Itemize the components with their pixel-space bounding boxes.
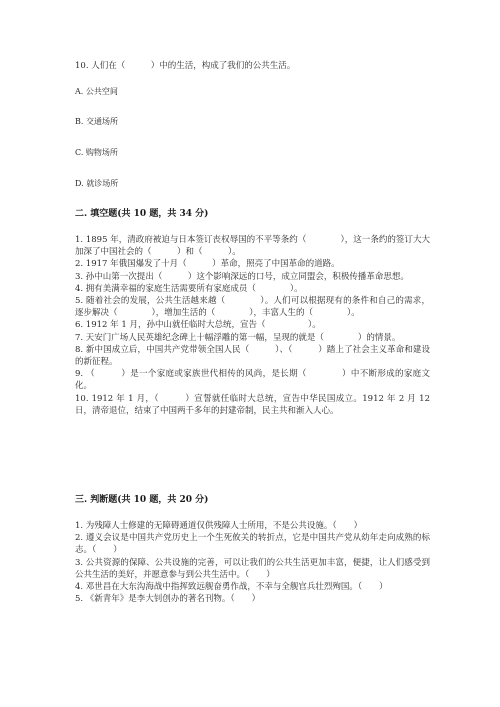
fill-blank-item: 3. 孙中山第一次提出（ ）这个影响深远的口号，成立同盟会，积极传播革命思想。: [75, 271, 409, 282]
fill-blank-item: 1. 1895 年，清政府被迫与日本签订丧权辱国的不平等条约（ ），这一条约的签订大大加深了中国社会的（ ）和（ ）。: [75, 235, 430, 258]
fill-blank-item: 10. 1912 年 1 月，（ ）宣誓就任临时大总统，宣告中华民国成立。1912 年 2 月 12 日，清帝退位，结束了中国两千多年的封建帝制，民主共和渐入人心。: [75, 393, 430, 416]
fill-blank-item: 2. 1917 年俄国爆发了十月（ ）革命，照亮了中国革命的道路。: [75, 259, 340, 270]
section-heading-true-false: 三. 判断题(共 10 题，共 20 分): [75, 495, 209, 505]
option-c: C. 购物场所: [75, 148, 118, 157]
option-b: B. 交通场所: [75, 117, 118, 126]
fill-blank-questions: [75, 234, 430, 417]
section-heading-fill-blank: 二. 填空题(共 10 题，共 34 分): [75, 209, 209, 219]
true-false-item: 1. 为残障人士修建的无障碍通道仅供残障人士所用，不是公共设施。（ ）: [75, 521, 363, 531]
fill-blank-item: 9. （ ）是一个家庭或家族世代相传的风尚，是长期（ ）中不断形成的家庭文化。: [75, 369, 430, 392]
true-false-item: 5. 《新青年》是李大钊创办的著名刊物。（ ）: [75, 594, 261, 605]
true-false-item: 2. 遵义会议是中国共产党历史上一个生死攸关的转折点，它是中国共产党从幼年走向成熟的标志。（ ）: [75, 533, 430, 556]
fill-blank-item: 6. 1912 年 1 月，孙中山就任临时大总统，宣告（ ）。: [75, 320, 321, 331]
fill-blank-item: 7. 天安门广场人民英雄纪念碑上十幅浮雕的第一幅，呈现的就是（ ）的情景。: [75, 332, 401, 343]
true-false-questions: [75, 520, 430, 605]
option-d: D. 就诊场所: [75, 179, 119, 188]
question-10: 10. 人们在（ ）中的生活，构成了我们的公共生活。: [75, 61, 296, 71]
fill-blank-item: 8. 新中国成立后，中国共产党带领全国人民（ ）、（ ）踏上了社会主义革命和建设的新征程。: [75, 344, 430, 368]
true-false-item: 3. 公共资源的保障、公共设施的完善，可以让我们的公共生活更加丰富，便捷，让人们感受到公共生活的美好，并愿意参与到公共生活中。（ ）: [75, 557, 430, 580]
fill-blank-item: 5. 随着社会的发展，公共生活越来越（ ）。人们可以根据现有的条件和自己的需求，逐步解决（ ），增加生活的（ ），丰富人生的（ ）。: [75, 296, 430, 319]
option-a: A. 公共空间: [75, 87, 118, 96]
fill-blank-item: 4. 拥有美满幸福的家庭生活需要所有家庭成员（ ）。: [75, 283, 303, 294]
true-false-item: 4. 邓世昌在大东沟海战中指挥致远舰奋勇作战，不幸与全舰官兵壮烈殉国。（ ）: [75, 582, 388, 593]
